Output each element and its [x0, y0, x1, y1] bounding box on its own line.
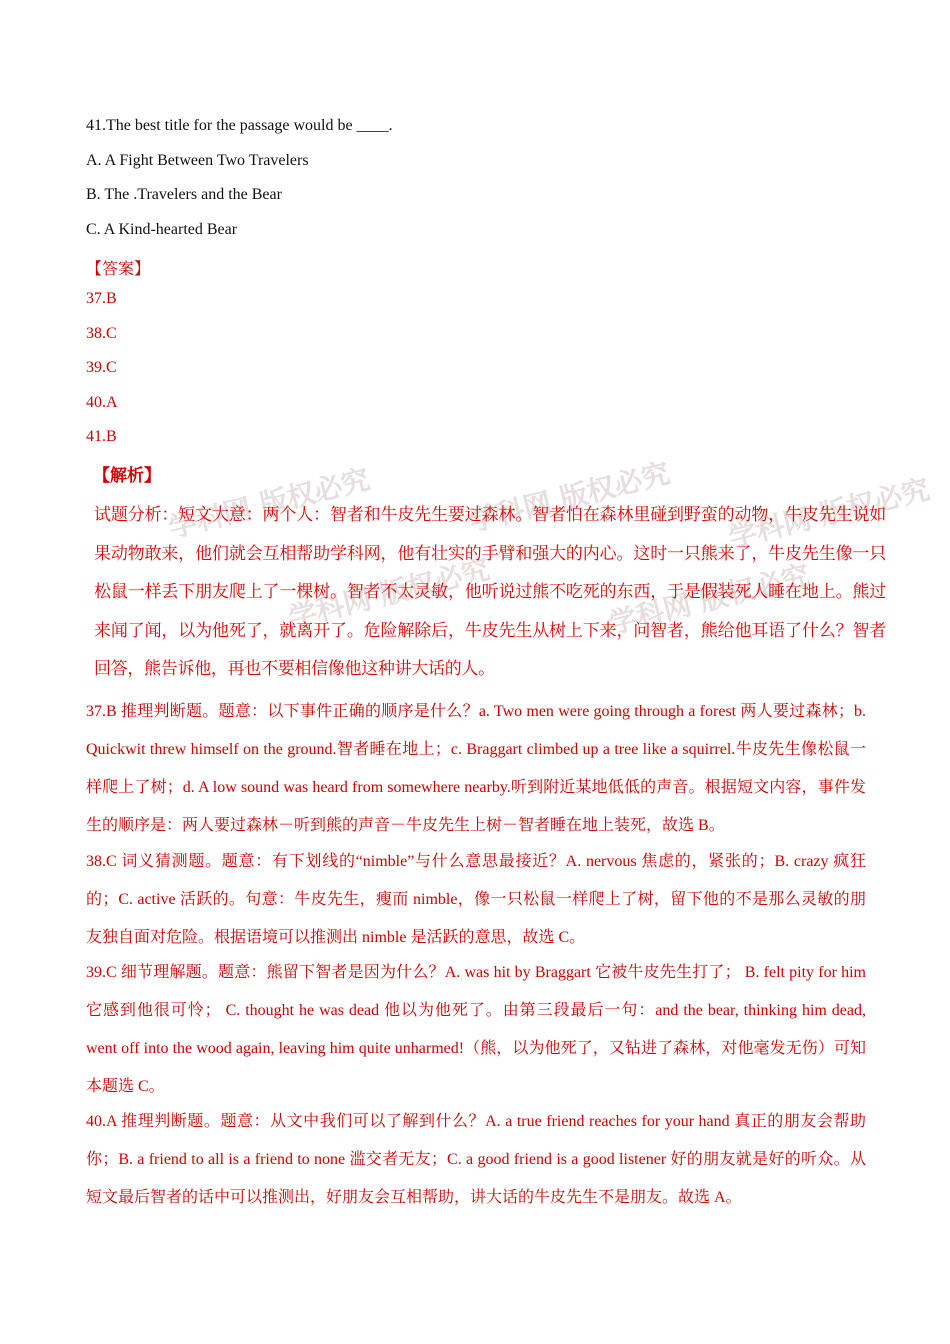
answer-item: 38.C: [86, 325, 117, 342]
option-c: C. A Kind-hearted Bear: [86, 221, 238, 238]
watermark: 学科网 版权必究: [725, 472, 934, 555]
summary-text: 试题分析：短文大意：两个人：智者和牛皮先生要过森林。智者怕在森林里碰到野蛮的动物，牛皮先生说如果动物敢来，他们就会互相帮助学科网，他有壮实的手臂和强大的内心。这时一只熊来了，牛皮先生像一只松鼠一样丢下朋友爬上了一棵树。智者不太灵敏，他听说过熊不吃死的东西，于是假装死人睡在地上。熊过来闻了闻，以为他死了，就离开了。危险解除后，牛皮先生从树上下来，问智者，熊给他耳语了什么？智者回答，熊告诉他，再也不要相信像他这种讲大话的人。: [94, 505, 886, 679]
analysis-paragraph-38: 38.C 词义猜测题。题意：有下划线的“nimble”与什么意思最接近？A. nervous 焦虑的，紧张的；B. crazy 疯狂的；C. active 活跃的。句意：牛皮先生，瘦而 nimble，像一只松鼠一样爬上了树，留下他的不是那么灵敏的朋友独自面对危险。根据语境可以推测出 nimble 是活跃的意思，故选 C。: [86, 853, 866, 946]
option-b: B. The .Travelers and the Bear: [86, 186, 282, 203]
answer-item: 39.C: [86, 359, 117, 376]
question-title: 41.The best title for the passage would be ____.: [86, 117, 393, 134]
answer-heading: 【答案】: [86, 261, 151, 278]
answer-item: 40.A: [86, 394, 118, 411]
option-a: A. A Fight Between Two Travelers: [86, 152, 309, 169]
analysis-paragraph-39: 39.C 细节理解题。题意：熊留下智者是因为什么？A. was hit by Braggart 它被牛皮先生打了； B. felt pity for him 它感到他很可怜； C. thought he was dead 他以为他死了。由第三段最后一句：and the bear, thinking him dead, went off into the wood again, leaving him quite unharmed!（熊，以为他死了，又钻进了森林，对他毫发无伤）可知本题选 C。: [86, 964, 866, 1095]
watermark: 学科网 版权必究: [465, 456, 674, 539]
answer-item: 37.B: [86, 290, 117, 307]
watermark: 学科网 版权必究: [285, 552, 494, 635]
analysis-heading: 【解析】: [93, 466, 161, 485]
watermark: 学科网 版权必究: [165, 462, 374, 545]
answer-item: 41.B: [86, 428, 117, 445]
analysis-paragraph-37: 37.B 推理判断题。题意：以下事件正确的顺序是什么？a. Two men were going through a forest 两人要过森林；b. Quickwit threw himself on the ground.智者睡在地上；c. Braggart climbed up a tree like a squirrel.牛皮先生像松鼠一样爬上了树；d. A low sound was heard from somewhere nearby.听到附近某地低低的声音。根据短文内容，事件发生的顺序是：两人要过森林－听到熊的声音－牛皮先生上树－智者睡在地上装死，故选 B。: [86, 703, 866, 834]
analysis-paragraph-40: 40.A 推理判断题。题意：从文中我们可以了解到什么？A. a true friend reaches for your hand 真正的朋友会帮助你；B. a friend to all is a friend to none 滥交者无友；C. a good friend is a good listener 好的朋友就是好的听众。从短文最后智者的话中可以推测出，好朋友会互相帮助，讲大话的牛皮先生不是朋友。故选 A。: [86, 1113, 866, 1206]
watermark: 学科网 版权必究: [605, 558, 814, 641]
